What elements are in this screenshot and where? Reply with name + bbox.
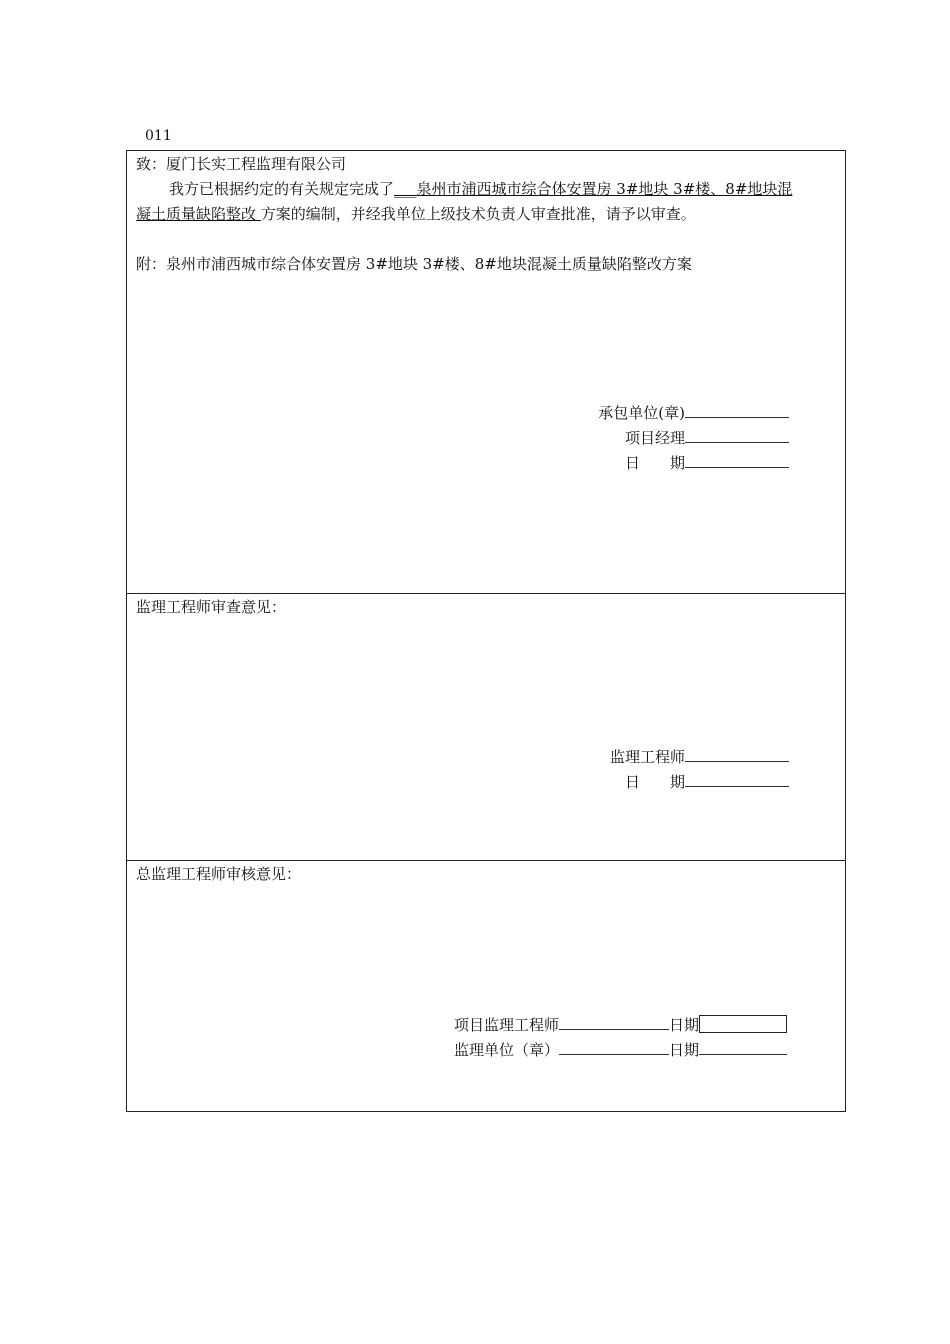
chief-review-section — [127, 861, 845, 1113]
plan-title-part-1: ___泉州市浦西城市综合体安置房 3#地块 3#楼、8#地块混 — [394, 180, 793, 198]
contractor-date-blank[interactable] — [685, 451, 789, 468]
manager-label: 项目经理 — [624, 429, 685, 447]
approval-form — [126, 150, 846, 1112]
supervision-unit-label: 监理单位（章） — [454, 1041, 560, 1059]
body-line-1 — [169, 178, 792, 200]
supervision-unit-date-blank[interactable] — [699, 1038, 787, 1055]
body-prefix: 我方已根据约定的有关规定完成了 — [169, 180, 395, 198]
supervision-unit-row — [454, 1038, 787, 1061]
project-engineer-label: 项目监理工程师 — [454, 1016, 560, 1034]
supervision-unit-date-label: 日期 — [669, 1041, 700, 1059]
addressee-line: 致：厦门长实工程监理有限公司 — [136, 155, 347, 173]
manager-blank[interactable] — [685, 426, 789, 443]
project-engineer-date-box[interactable] — [699, 1015, 787, 1033]
supervision-unit-blank[interactable] — [559, 1038, 669, 1055]
project-engineer-row — [454, 1013, 787, 1036]
engineer-review-heading: 监理工程师审查意见： — [136, 598, 287, 616]
engineer-signature-row — [587, 745, 789, 768]
engineer-label: 监理工程师 — [609, 748, 685, 766]
plan-title-part-2: 凝土质量缺陷整改 — [136, 205, 261, 223]
contractor-date-label: 日 期 — [624, 454, 685, 472]
form-code: 011 — [145, 128, 172, 144]
submission-section — [127, 151, 845, 594]
engineer-date-row — [587, 770, 789, 793]
engineer-date-blank[interactable] — [685, 770, 789, 787]
chief-review-heading: 总监理工程师审核意见： — [136, 865, 302, 883]
engineer-review-section — [127, 594, 845, 861]
contractor-label: 承包单位(章) — [598, 404, 685, 422]
attachment-line: 附：泉州市浦西城市综合体安置房 3#地块 3#楼、8#地块混凝土质量缺陷整改方案 — [136, 255, 692, 273]
contractor-signature-row — [587, 401, 789, 424]
engineer-blank[interactable] — [685, 745, 789, 762]
project-engineer-blank[interactable] — [559, 1013, 669, 1030]
body-line-2 — [136, 203, 696, 225]
body-suffix: 方案的编制，并经我单位上级技术负责人审查批准，请予以审查。 — [260, 205, 696, 223]
project-engineer-date-label: 日期 — [669, 1016, 700, 1034]
contractor-blank[interactable] — [685, 401, 789, 418]
engineer-date-label: 日 期 — [624, 773, 685, 791]
manager-signature-row — [587, 426, 789, 449]
contractor-date-row — [587, 451, 789, 474]
